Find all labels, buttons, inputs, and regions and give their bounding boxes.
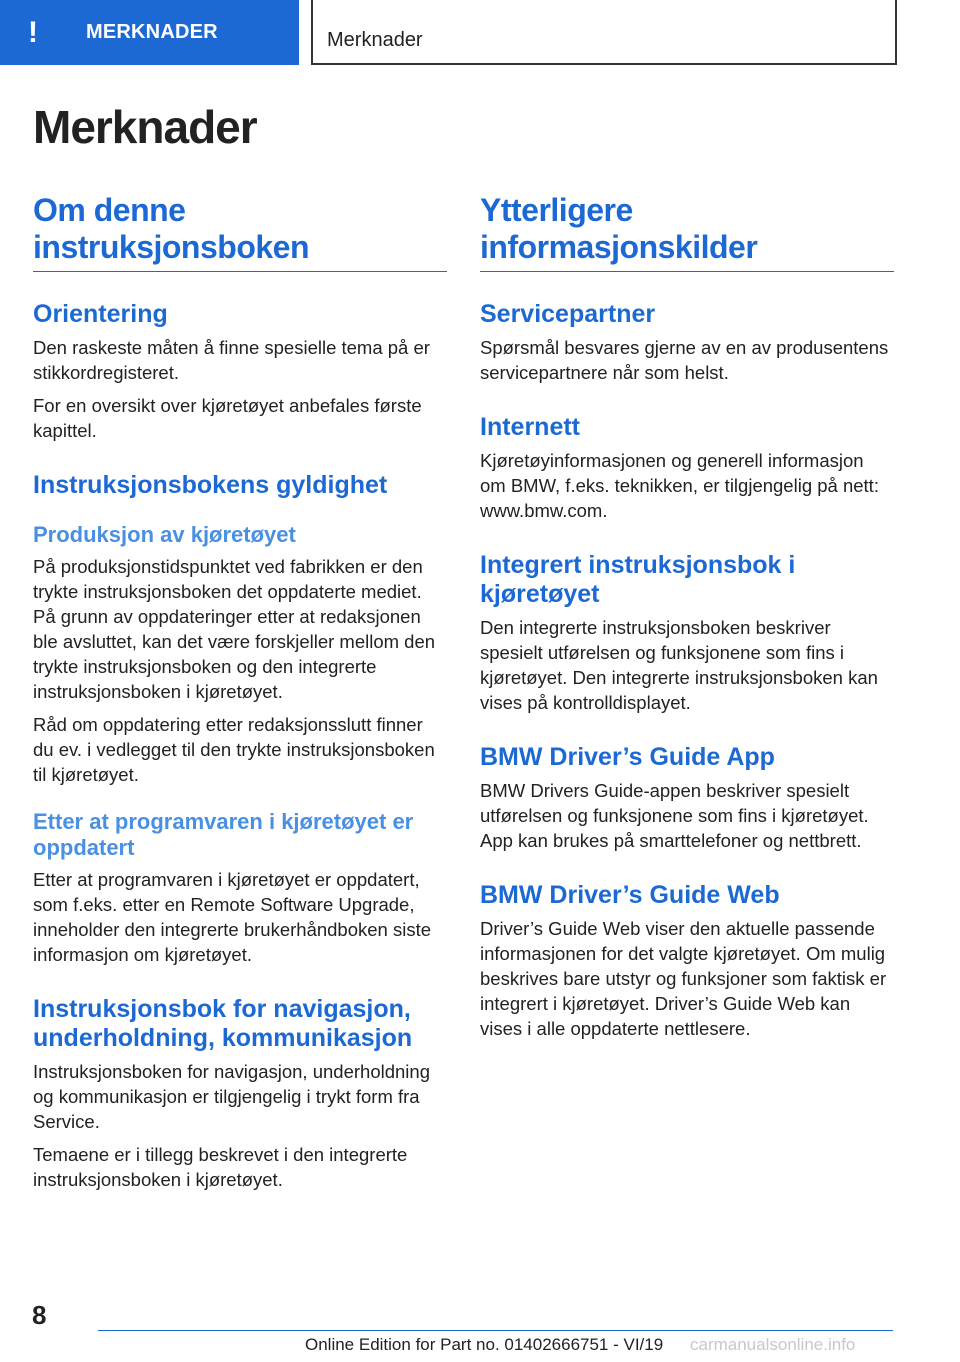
- heading-servicepartner: Servicepartner: [480, 300, 656, 328]
- paragraph: Temaene er i tillegg beskrevet i den integrerte instruksjonsboken i kjøretøyet.: [33, 1144, 408, 1190]
- heading-web: BMW Driver’s Guide Web: [480, 881, 780, 909]
- page-title: Merknader: [33, 101, 257, 153]
- exclamation-icon: !: [28, 15, 38, 49]
- page-number: 8: [32, 1300, 47, 1330]
- paragraph: Spørsmål besvares gjerne av en av produsentens servicepartnere når som helst.: [480, 337, 889, 383]
- heading-navigasjon: Instruksjonsbok for navigasjon, underholdning, kommunikasjon: [33, 995, 413, 1052]
- left-column: [33, 192, 447, 1200]
- paragraph: Driver’s Guide Web viser den aktuelle passende informasjonen for det valgte kjøretøyet. Om mulig beskrives bare utstyr og funksjoner som faktisk er integrert i kjøretøyet. Driver’s Guide Web kan vises i alle oppdaterte nettlesere.: [480, 918, 887, 1039]
- watermark: carmanualsonline.info: [690, 1335, 856, 1354]
- section-title-box: [311, 0, 897, 65]
- paragraph: Instruksjonsboken for navigasjon, underholdning og kommunikasjon er tilgjengelig i trykt form fra Service.: [33, 1061, 430, 1132]
- paragraph: På produksjonstidspunktet ved fabrikken er den trykte instruksjonsboken det oppdaterte mediet. På grunn av oppdateringer etter at redaksjonen ble avsluttet, kan det være forskjeller mellom den trykte instruksjonsboken og den integrerte instruksjonsboken i kjøretøyet.: [33, 556, 436, 702]
- heading-orientering: Orientering: [33, 300, 168, 328]
- chapter-tab-label: MERKNADER: [86, 21, 218, 43]
- paragraph: BMW Drivers Guide-appen beskriver spesielt utførelsen og funksjonene som fins i kjøretøyet. App kan brukes på smarttelefoner og nettbrett.: [480, 780, 869, 851]
- heading-produksjon: Produksjon av kjøretøyet: [33, 522, 296, 547]
- edition-note: Online Edition for Part no. 01402666751 - VI/19: [305, 1335, 664, 1354]
- heading-om-denne-instruksjonsboken: Om denne instruksjonsboken: [33, 192, 447, 272]
- heading-programvare: Etter at programvaren i kjøretøyet er oppdatert: [33, 809, 414, 860]
- chapter-tab: [0, 0, 299, 65]
- paragraph: Etter at programvaren i kjøretøyet er oppdatert, som f.eks. etter en Remote Software Upgrade, inneholder den integrerte brukerhåndboken siste informasjon om kjøretøyet.: [33, 869, 432, 965]
- paragraph: Råd om oppdatering etter redaksjonsslutt finner du ev. i vedlegget til den trykte instruksjonsboken til kjøretøyet.: [33, 714, 435, 785]
- section-title: Merknader: [327, 29, 423, 51]
- heading-integrert: Integrert instruksjonsbok i kjøretøyet: [480, 551, 796, 608]
- heading-app: BMW Driver’s Guide App: [480, 743, 775, 771]
- heading-ytterligere-informasjonskilder: Ytterligere informasjonskilder: [480, 192, 894, 272]
- paragraph: For en oversikt over kjøretøyet anbefales første kapittel.: [33, 395, 422, 441]
- paragraph: Den raskeste måten å finne spesielle tema på er stikkordregisteret.: [33, 337, 430, 383]
- paragraph: Den integrerte instruksjonsboken beskriver spesielt utførelsen og funksjonene som fins i kjøretøyet. Den integrerte instruksjonsboken kan vises på kontrolldisplayet.: [480, 617, 878, 713]
- paragraph: Kjøretøyinformasjonen og generell informasjon om BMW, f.eks. teknikken, er tilgjengelig på nett: www.bmw.com.: [480, 450, 879, 521]
- heading-gyldighet: Instruksjonsbokens gyldighet: [33, 471, 388, 499]
- footer-divider: [98, 1330, 893, 1331]
- right-column: [480, 192, 894, 1049]
- heading-internett: Internett: [480, 413, 580, 441]
